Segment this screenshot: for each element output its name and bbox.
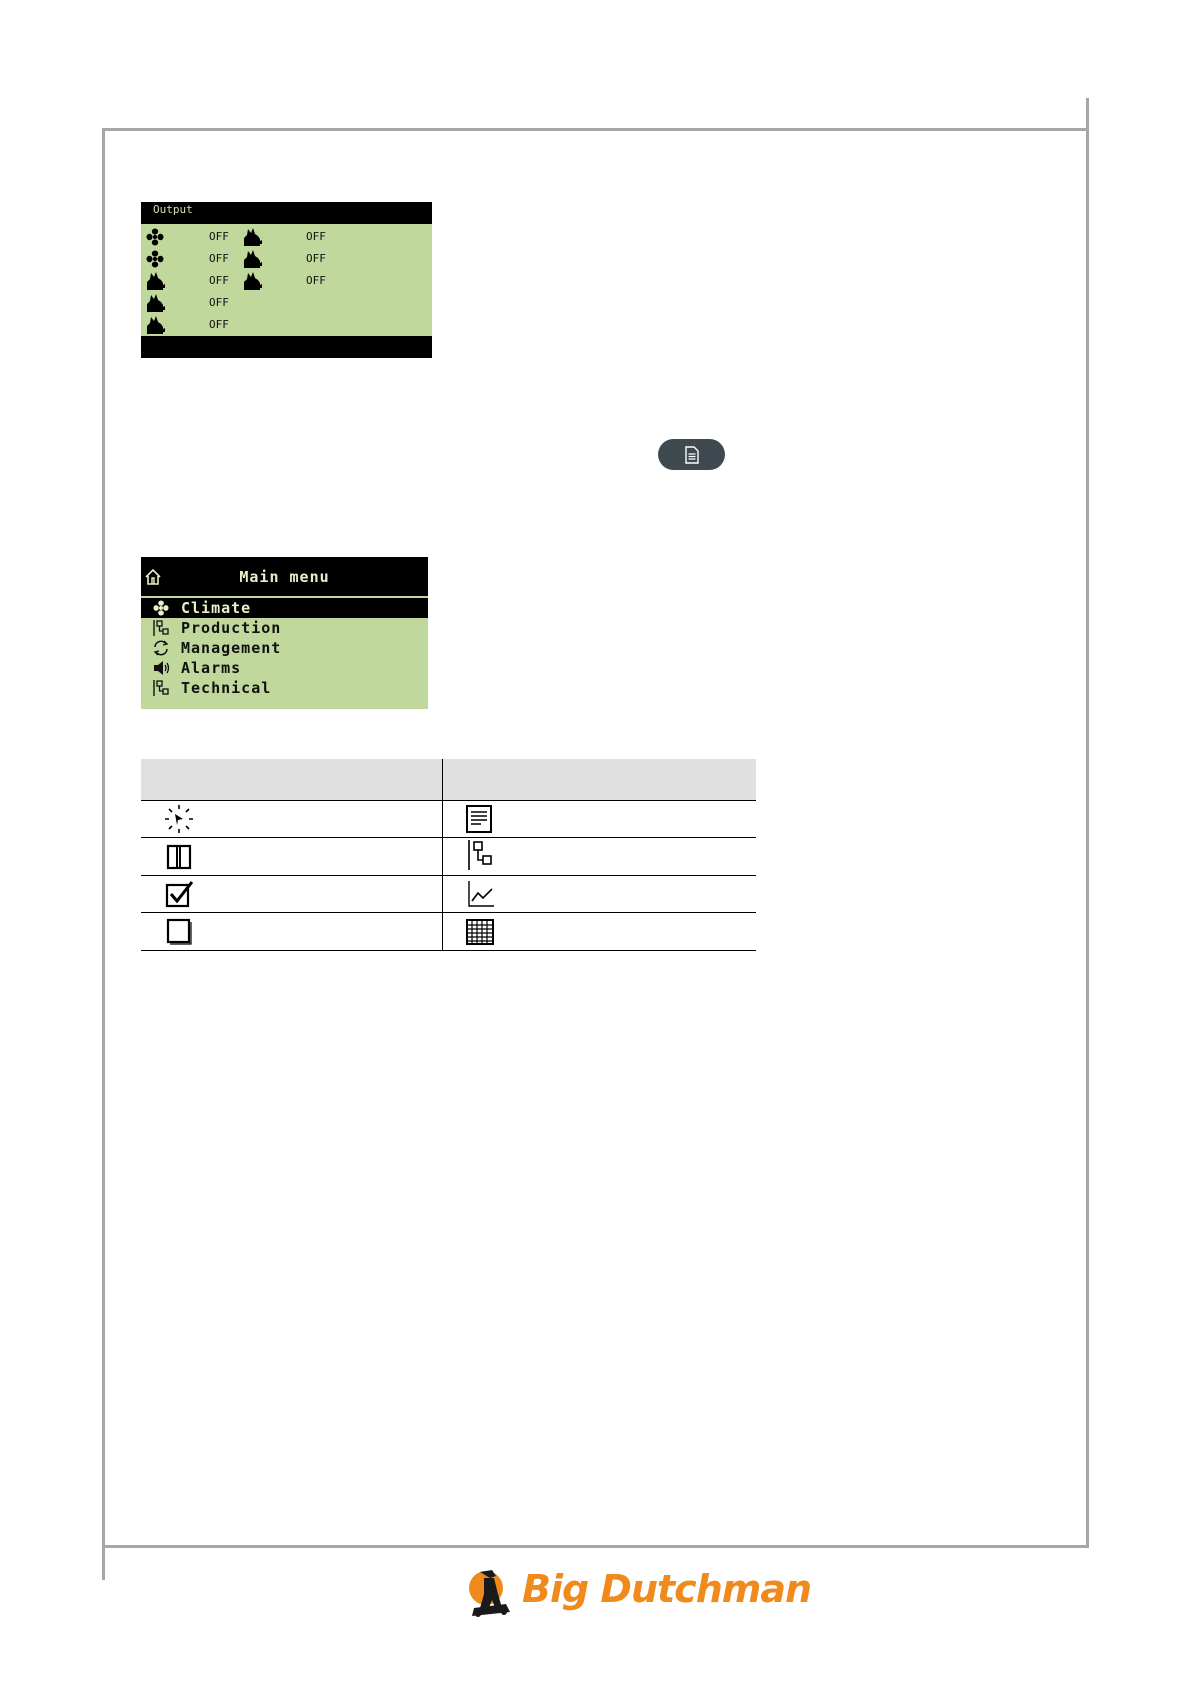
heater-icon bbox=[144, 293, 166, 313]
output-value: OFF bbox=[209, 252, 229, 265]
checkbox-checked-icon bbox=[165, 880, 195, 908]
fan-icon bbox=[145, 249, 165, 269]
heater-icon bbox=[144, 315, 166, 335]
table-row bbox=[165, 876, 195, 912]
output-value: OFF bbox=[209, 296, 229, 309]
main-menu-header bbox=[141, 557, 428, 596]
output-screen-title: Output bbox=[153, 203, 193, 216]
table-row bbox=[166, 914, 192, 950]
production-icon bbox=[150, 619, 172, 637]
technical-icon bbox=[150, 679, 172, 697]
fan-icon bbox=[145, 227, 165, 247]
frame-top-border bbox=[102, 128, 1089, 131]
document-list-icon bbox=[465, 804, 493, 834]
menu-item-label: Technical bbox=[181, 679, 272, 697]
heater-icon bbox=[241, 227, 263, 247]
checkbox-empty-icon bbox=[166, 918, 192, 946]
document-button[interactable] bbox=[658, 439, 725, 470]
line-graph-icon bbox=[466, 879, 496, 909]
document-icon bbox=[685, 446, 699, 464]
tree-icon bbox=[466, 838, 494, 872]
output-screen-body bbox=[141, 224, 432, 336]
fan-icon bbox=[150, 599, 172, 617]
divider bbox=[141, 596, 428, 597]
menu-item-label: Alarms bbox=[181, 659, 242, 677]
table-grid-icon bbox=[465, 918, 495, 946]
output-value: OFF bbox=[209, 318, 229, 331]
heater-icon bbox=[241, 249, 263, 269]
table-divider bbox=[141, 800, 756, 801]
output-row bbox=[141, 271, 432, 291]
main-menu-screen bbox=[141, 557, 428, 709]
table-divider bbox=[141, 875, 756, 876]
brand-logo bbox=[466, 1564, 812, 1618]
farmer-icon bbox=[466, 1564, 518, 1618]
table-row bbox=[466, 876, 496, 912]
split-box-icon bbox=[166, 844, 192, 870]
frame-left-border bbox=[102, 128, 105, 1580]
menu-item-label: Production bbox=[181, 619, 282, 637]
table-row bbox=[465, 914, 495, 950]
table-divider bbox=[141, 950, 756, 951]
menu-item-climate[interactable] bbox=[141, 598, 428, 618]
heater-icon bbox=[241, 271, 263, 291]
main-menu-title: Main menu bbox=[239, 568, 330, 586]
brand-name: Big Dutchman bbox=[522, 1567, 812, 1611]
menu-item-label: Climate bbox=[181, 599, 252, 617]
table-header bbox=[141, 759, 756, 800]
frame-right-border bbox=[1086, 98, 1089, 1548]
table-row bbox=[465, 801, 493, 837]
output-value: OFF bbox=[209, 274, 229, 287]
blinking-cursor-icon bbox=[163, 803, 195, 835]
table-row bbox=[466, 837, 494, 873]
menu-item-technical[interactable] bbox=[141, 678, 428, 698]
frame-bottom-border bbox=[102, 1545, 1089, 1548]
table-column-divider bbox=[442, 759, 443, 951]
heater-icon bbox=[144, 271, 166, 291]
output-value: OFF bbox=[209, 230, 229, 243]
table-row bbox=[166, 839, 192, 875]
menu-item-alarms[interactable] bbox=[141, 658, 428, 678]
menu-item-management[interactable] bbox=[141, 638, 428, 658]
output-value: OFF bbox=[306, 252, 326, 265]
menu-item-production[interactable] bbox=[141, 618, 428, 638]
output-value: OFF bbox=[306, 274, 326, 287]
table-divider bbox=[141, 837, 756, 838]
table-divider bbox=[141, 912, 756, 913]
output-screen bbox=[141, 202, 432, 358]
output-value: OFF bbox=[306, 230, 326, 243]
output-row bbox=[141, 293, 432, 313]
table-row bbox=[163, 801, 195, 837]
output-row bbox=[141, 227, 432, 247]
output-row bbox=[141, 315, 432, 335]
refresh-icon bbox=[150, 639, 172, 657]
speaker-icon bbox=[150, 659, 172, 677]
output-row bbox=[141, 249, 432, 269]
menu-item-label: Management bbox=[181, 639, 282, 657]
